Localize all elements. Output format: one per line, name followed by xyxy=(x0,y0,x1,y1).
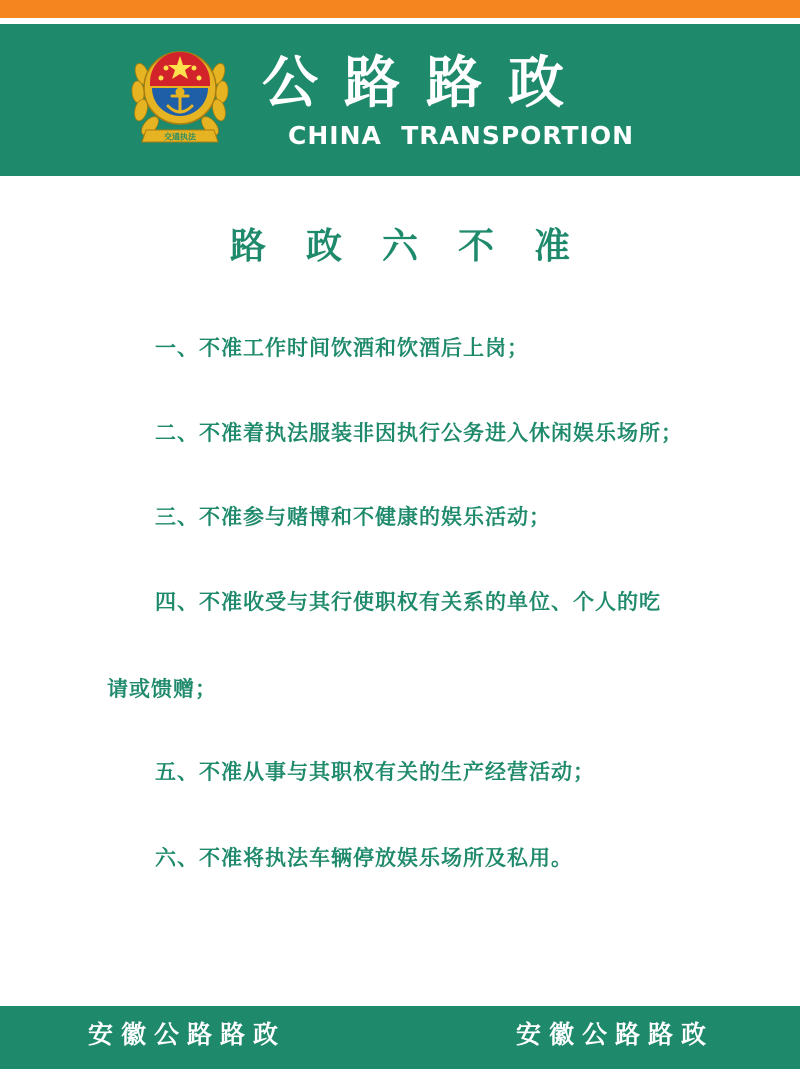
rule-item-1: 一、不准工作时间饮酒和饮酒后上岗； xyxy=(155,336,529,360)
document-title: 路政六不准 xyxy=(229,226,610,267)
rule-item-2: 二、不准着执法服装非因执行公务进入休闲娱乐场所； xyxy=(155,421,683,445)
rule-item-5: 五、不准从事与其职权有关的生产经营活动； xyxy=(155,760,595,784)
top-orange-bar xyxy=(0,0,800,18)
header-title: 公路路政 xyxy=(262,51,590,116)
rule-item-4: 四、不准收受与其行使职权有关系的单位、个人的吃 xyxy=(155,590,661,614)
header-subtitle: CHINA TRANSPORTION xyxy=(288,121,635,150)
rule-item-6: 六、不准将执法车辆停放娱乐场所及私用。 xyxy=(155,846,573,870)
emblem-ribbon-text: 交通执法 xyxy=(164,132,196,142)
rule-item-4-continued: 请或馈赠； xyxy=(107,677,217,701)
footer-label-left: 安徽公路路政 xyxy=(88,1020,287,1049)
rule-item-3: 三、不准参与赌博和不健康的娱乐活动； xyxy=(155,505,551,529)
footer-label-right: 安徽公路路政 xyxy=(516,1020,715,1049)
traffic-enforcement-emblem-icon xyxy=(128,34,232,152)
